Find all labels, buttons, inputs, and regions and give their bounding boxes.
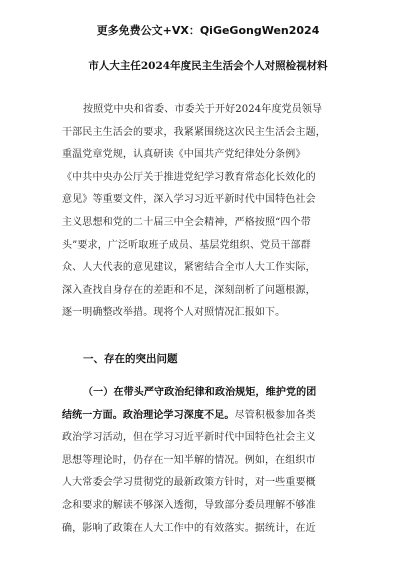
paragraph-line: 念和要求的解读不够深入透彻，导致部分委员理解不够准 <box>62 499 316 511</box>
paragraph-line: 主义思想和党的二十届三中全会精神，严格按照“四个带 <box>62 216 311 228</box>
intro-paragraph <box>62 99 354 325</box>
section-heading: 一、存在的突出问题 <box>83 352 178 365</box>
paragraph-line: 逐一明确整改举措。现将个人对照情况汇报如下。 <box>62 307 286 319</box>
paragraph-line: 《中共中央办公厅关于推进党纪学习教育常态化长效化的 <box>62 171 316 183</box>
subsection-heading-tail: 结统一方面。政治理论学习深度不足。 <box>62 409 235 421</box>
paragraph-line: 头”要求，广泛听取班子成员、基层党组织、党员干部群 <box>62 239 311 251</box>
document-title: 市人大主任2024年度民主生活会个人对照检视材料 <box>88 60 328 72</box>
paragraph-line: 人大常委会学习贯彻党的最新政策方针时，对一些重要概 <box>62 477 316 489</box>
paragraph-line: 重温党章党规，认真研读《中国共产党纪律处分条例》 <box>62 149 306 161</box>
paragraph-line: 干部民主生活会的要求，我紧紧围绕这次民主生活会主题， <box>62 126 326 138</box>
paragraph-line: 众、人大代表的意见建议，紧密结合全市人大工作实际， <box>62 262 316 274</box>
paragraph-line: 深入查找自身存在的差距和不足，深刻剖析了问题根源， <box>62 284 316 296</box>
subsection-heading-line: （一）在带头严守政治纪律和政治规矩，维护党的团 <box>83 386 317 398</box>
subsection-paragraph <box>62 382 354 540</box>
promo-header: 更多免费公文+VX：QiGeGongWen2024 <box>96 24 320 37</box>
paragraph-text: 尽管积极参加各类 <box>234 409 316 421</box>
paragraph-line: 思想等理论时，仍存在一知半解的情况。例如，在组织市 <box>62 454 316 466</box>
paragraph-line: 政治学习活动，但在学习习近平新时代中国特色社会主义 <box>62 432 316 444</box>
paragraph-line <box>62 405 354 428</box>
paragraph-line: 意见》等重要文件，深入学习习近平新时代中国特色社会 <box>62 194 316 206</box>
paragraph-line: 按照党中央和省委、市委关于开好2024年度党员领导 <box>83 104 323 115</box>
paragraph-line: 确，影响了政策在人大工作中的有效落实。据统计，在近 <box>62 522 316 534</box>
